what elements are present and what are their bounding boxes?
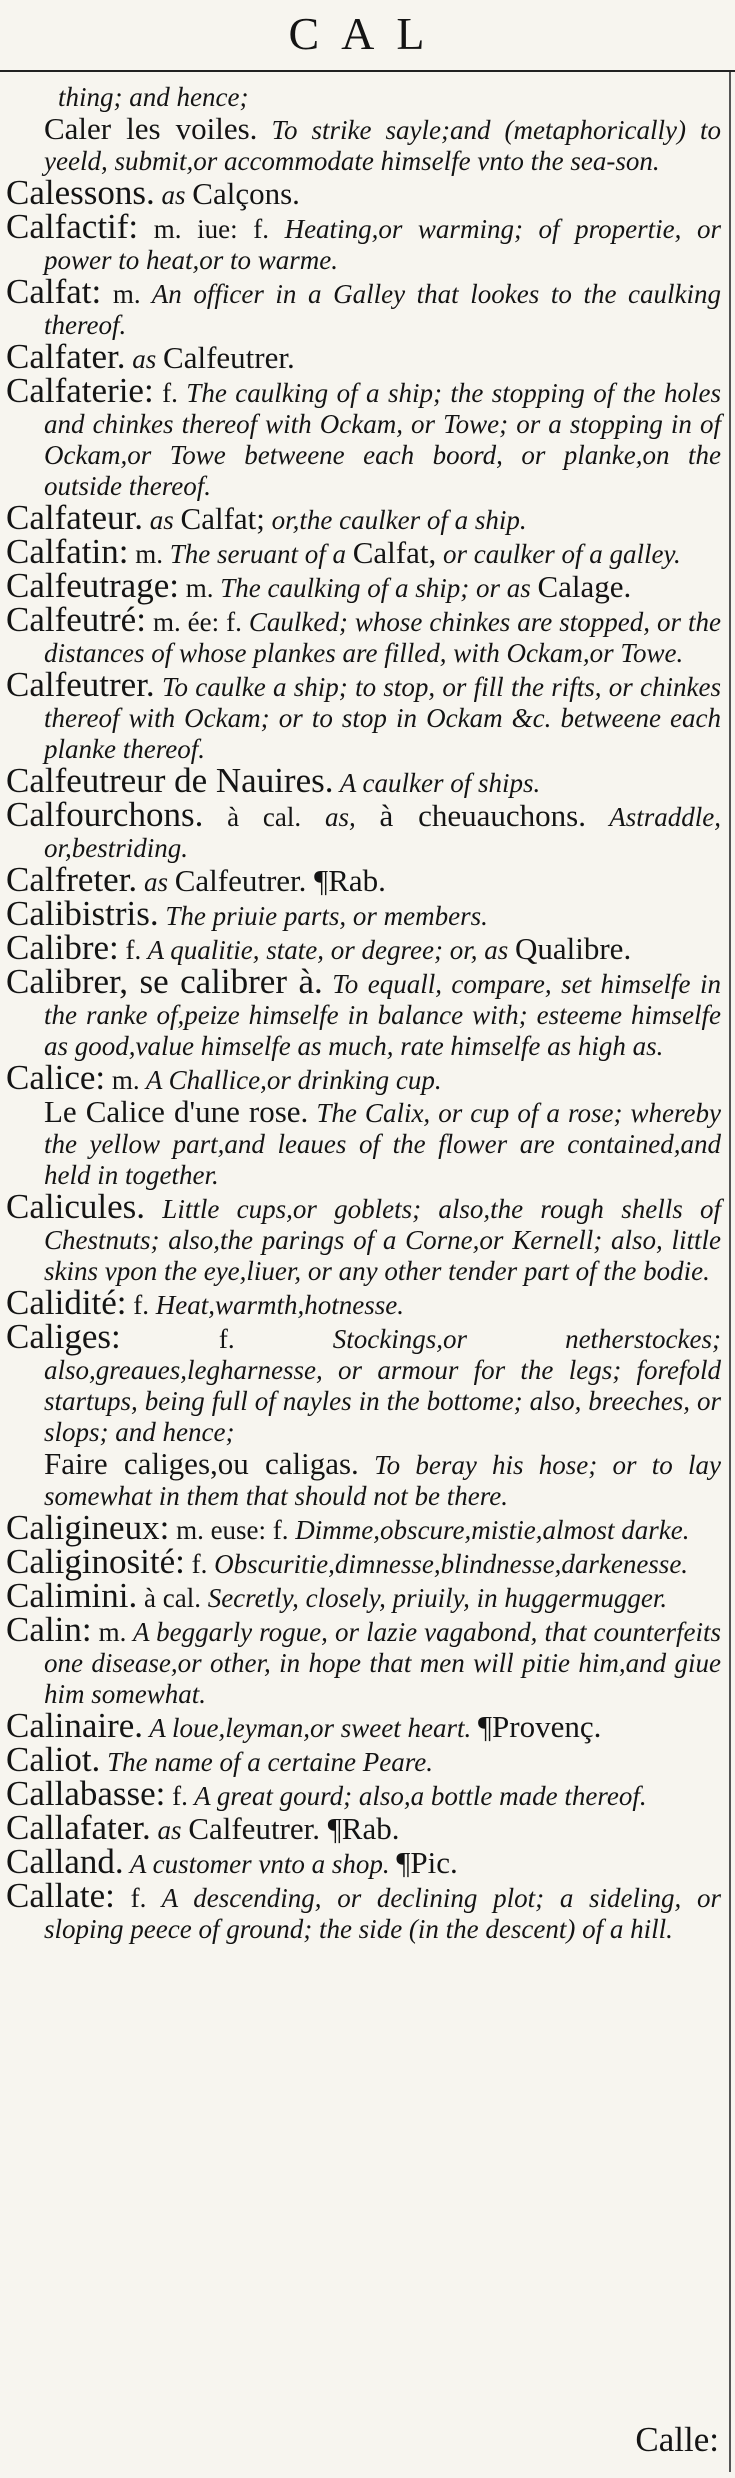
grammar-label: m. euse: f. <box>176 1515 289 1545</box>
headword: Calfourchons. <box>6 795 204 834</box>
running-head: CAL <box>288 8 447 59</box>
headword: Calibre: <box>6 928 119 967</box>
catchword: Calle: <box>635 2420 719 2459</box>
entry <box>0 1610 735 1710</box>
entry <box>0 1058 735 1097</box>
entry <box>0 272 735 341</box>
entry <box>0 1576 735 1615</box>
headword: Calibrer, se calibrer à. <box>6 962 323 1001</box>
entry <box>0 795 735 864</box>
entry <box>0 928 735 967</box>
gloss: Secretly, closely, priuily, in huggermugger. <box>207 1583 668 1613</box>
entry <box>0 566 735 605</box>
gloss: The caulking of a ship; or as <box>220 573 531 603</box>
grammar-label: f. <box>125 935 142 965</box>
headword: Calfater. <box>6 337 126 376</box>
gloss: The Calix, or cup of a rose; whereby the yellow part,and leaues of the flower are contained,and held in together. <box>44 1098 721 1190</box>
gloss: To beray his hose; or to lay somewhat in them that should not be there. <box>44 1450 721 1511</box>
headword: Calfateur. <box>6 498 144 537</box>
cross-reference: Calfeutrer. ¶Rab. <box>188 1811 400 1846</box>
headword: Callafater. <box>6 1808 151 1847</box>
headword: Calland. <box>6 1842 124 1881</box>
entry-subheading <box>0 113 735 177</box>
entry <box>0 1706 735 1745</box>
grammar-label: m. <box>111 1065 140 1095</box>
gloss: A great gourd; also,a bottle made thereof. <box>194 1781 647 1811</box>
grammar-label: f. <box>162 378 178 408</box>
headword: Calidité: <box>6 1283 127 1322</box>
gloss: Heat,warmth,hotnesse. <box>155 1290 405 1320</box>
grammar-label: f. <box>133 1290 150 1320</box>
entry <box>0 1808 735 1847</box>
entry <box>0 1317 735 1448</box>
entry-list <box>0 82 735 1945</box>
cross-reference: Calfat, <box>352 535 437 570</box>
headword: Caliges: <box>6 1317 121 1356</box>
entry <box>0 860 735 899</box>
gloss: Obscuritie,dimnesse,blindnesse,darkenesse. <box>214 1549 689 1579</box>
headword: Calimini. <box>6 1576 138 1615</box>
entry <box>0 371 735 502</box>
gloss: as <box>143 867 168 897</box>
cross-reference: ¶Pic. <box>396 1845 458 1880</box>
grammar-label: m. <box>112 279 141 309</box>
entry <box>0 337 735 376</box>
headword: Caliginosité: <box>6 1542 185 1581</box>
subheadword: Faire caliges,ou caligas. <box>44 1446 359 1481</box>
gloss: A loue,leyman,or sweet heart. <box>149 1713 472 1743</box>
gloss: To strike sayle;and (metaphorically) to yeeld, submit,or accommodate himselfe vnto the sea-son. <box>44 115 721 176</box>
cross-reference: Qualibre. <box>514 931 632 966</box>
entry <box>0 1774 735 1813</box>
gloss: A customer vnto a shop. <box>129 1849 390 1879</box>
gloss: Stockings,or netherstockes; also,greaues,legharnesse, or armour for the legs; forefold startups, being full of nayles in the bottome; also, breeches, or slops; and hence; <box>44 1324 722 1447</box>
cross-reference: Calfeutrer. ¶Rab. <box>174 863 386 898</box>
entry <box>0 1283 735 1322</box>
headword: Calfaterie: <box>6 371 154 410</box>
grammar-label: f. <box>218 1324 235 1354</box>
entry <box>0 894 735 933</box>
headword: Calinaire. <box>6 1706 144 1745</box>
gloss: Heating,or warming; of propertie, or power to heat,or to warme. <box>44 214 721 275</box>
gloss: as <box>161 180 186 210</box>
entry <box>0 1842 735 1881</box>
grammar-label: à cal. <box>144 1583 201 1613</box>
headword: Calfactif: <box>6 207 139 246</box>
entry <box>0 1740 735 1779</box>
entry <box>0 962 735 1062</box>
gloss: Little cups,or goblets; also,the rough shells of Chestnuts; also,the parings of a Corne,or Kernell; also, little skins vpon the eye,liuer, or any other tender part of the bodie. <box>44 1194 722 1286</box>
gloss: Astraddle, or,bestriding. <box>44 802 722 863</box>
headword: Calfatin: <box>6 532 129 571</box>
entry <box>0 498 735 537</box>
grammar-label: m. <box>98 1617 127 1647</box>
gloss: A qualitie, state, or degree; or, as <box>147 935 509 965</box>
gloss: Caulked; whose chinkes are stopped, or the distances of whose plankes are filled, with Ockam,or Towe. <box>44 607 722 668</box>
entry <box>0 1876 735 1945</box>
entry <box>0 173 735 212</box>
gloss: A beggarly rogue, or lazie vagabond, that counterfeits one disease,or other, in hope that men will pitie him,and giue him somewhat. <box>44 1617 722 1709</box>
cross-reference: Calfat; <box>180 501 265 536</box>
entry-subheading <box>0 1448 735 1512</box>
gloss: as, <box>324 802 356 832</box>
headword: Calfreter. <box>6 860 138 899</box>
gloss: A caulker of ships. <box>339 768 541 798</box>
headword: Caligineux: <box>6 1508 170 1547</box>
entry <box>0 1187 735 1287</box>
headword: Calicules. <box>6 1187 145 1226</box>
entry-continuation <box>0 82 735 113</box>
gloss: To caulke a ship; to stop, or fill the rifts, or chinkes thereof with Ockam; or to stop in Ockam &c. betweene each planke thereof. <box>44 672 721 764</box>
gloss: The seruant of a <box>169 539 346 569</box>
entry <box>0 207 735 276</box>
headword: Calfeutreur de Nauires. <box>6 761 334 800</box>
cross-reference: ¶Provenç. <box>478 1709 602 1744</box>
grammar-label: f. <box>191 1549 208 1579</box>
entry <box>0 532 735 571</box>
gloss: The caulking of a ship; the stopping of the holes and chinkes thereof with Ockam, or Towe; or a stopping in of Ockam,or Towe betweene each boord, or planke,on the outside thereof. <box>44 378 722 501</box>
grammar-label: m. ée: f. <box>152 607 242 637</box>
grammar-label: m. <box>185 573 214 603</box>
gloss: as <box>149 505 174 535</box>
gloss: To equall, compare, set himselfe in the ranke of,peize himselfe in balance with; esteeme himselfe as good,value himselfe as much, rate himselfe as high as. <box>44 969 722 1061</box>
grammar-label: f. <box>172 1781 188 1811</box>
entry <box>0 761 735 800</box>
gloss: A descending, or declining plot; a sideling, or sloping peece of ground; the side (in the descent) of a hill. <box>44 1883 721 1944</box>
gloss: thing; and hence; <box>58 82 249 112</box>
headword: Callate: <box>6 1876 115 1915</box>
headword: Calfeutré: <box>6 600 146 639</box>
gloss: as <box>132 344 157 374</box>
headword: Callabasse: <box>6 1774 166 1813</box>
cross-reference: à cheuauchons. <box>379 798 586 833</box>
entry <box>0 1508 735 1547</box>
headword: Calfeutrer. <box>6 665 155 704</box>
gloss: An officer in a Galley that lookes to the caulking thereof. <box>44 279 722 340</box>
entry <box>0 665 735 765</box>
gloss: Dimme,obscure,mistie,almost darke. <box>295 1515 690 1545</box>
headword: Calfeutrage: <box>6 566 179 605</box>
cross-reference: Calçons. <box>192 176 300 211</box>
gloss: The priuie parts, or members. <box>165 901 488 931</box>
grammar-label: à cal. <box>227 802 302 832</box>
cross-reference: Calfeutrer. <box>163 340 295 375</box>
grammar-label: m. <box>135 539 163 569</box>
grammar-label: m. iue: f. <box>153 214 269 244</box>
entry <box>0 1542 735 1581</box>
headword: Calice: <box>6 1058 106 1097</box>
headword: Caliot. <box>6 1740 101 1779</box>
grammar-label: f. <box>130 1883 147 1913</box>
gloss: or,the caulker of a ship. <box>271 505 527 535</box>
gloss: as <box>157 1815 182 1845</box>
headword: Calin: <box>6 1610 92 1649</box>
subheadword: Le Calice d'une rose. <box>44 1094 309 1129</box>
entry-subheading <box>0 1096 735 1191</box>
entry <box>0 600 735 669</box>
gloss: The name of a certaine Peare. <box>107 1747 433 1777</box>
headword: Calibistris. <box>6 894 159 933</box>
cross-reference: Calage. <box>537 569 632 604</box>
gloss: or caulker of a galley. <box>443 539 681 569</box>
subheadword: Caler les voiles. <box>44 111 258 146</box>
header-rule <box>0 70 735 72</box>
headword: Calfat: <box>6 272 102 311</box>
gloss: A Challice,or drinking cup. <box>145 1065 442 1095</box>
headword: Calessons. <box>6 173 155 212</box>
